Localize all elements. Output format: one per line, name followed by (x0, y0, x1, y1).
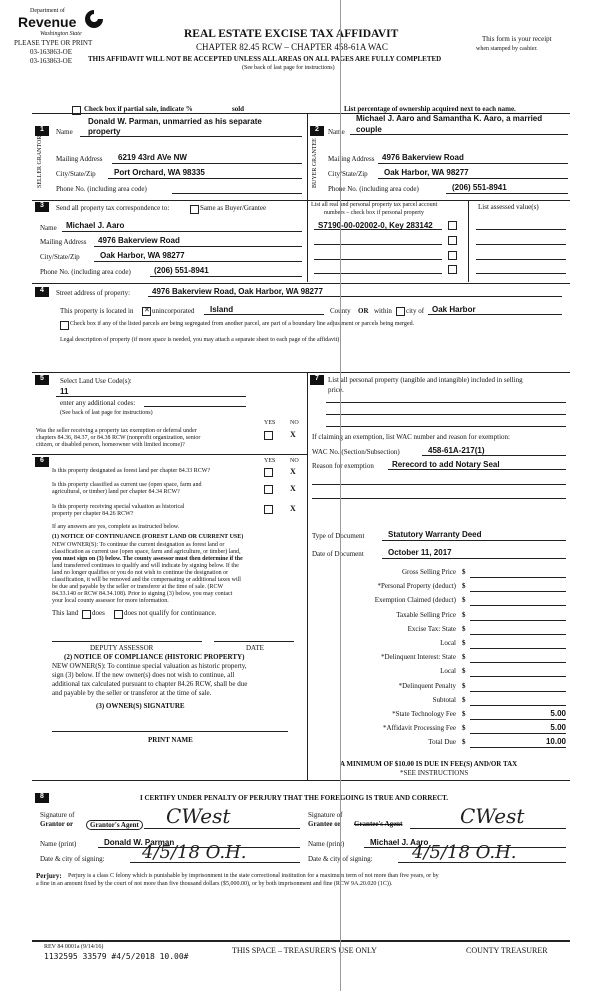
divider (32, 283, 570, 284)
divider (312, 484, 566, 485)
certify-statement: I CERTIFY UNDER PENALTY OF PERJURY THAT THE FOREGOING IS TRUE AND CORRECT. (140, 794, 449, 802)
land-use-code-field[interactable]: 11 (60, 387, 69, 396)
exemption-question-3: citizen, or disabled person, homeowner with limited income)? (36, 442, 185, 448)
county-treasurer-label: COUNTY TREASURER (466, 946, 548, 955)
corr-name-label: Name (40, 224, 57, 232)
tax-row-line (470, 591, 566, 592)
wac-field[interactable]: 458-61A-217(1) (428, 446, 485, 455)
dept-label: Department of (30, 8, 65, 14)
forest-land-question: Is this property designated as forest land per chapter 84.33 RCW? (52, 468, 211, 474)
assessor-date-label: DATE (246, 644, 264, 652)
divider (62, 231, 302, 232)
land-use-see-back: (See back of last page for instructions) (60, 410, 153, 416)
ownership-percent-label: List percentage of ownership acquired next to each name. (344, 105, 516, 113)
tax-row-label: *State Technology Fee (392, 710, 456, 718)
buyer-phone-field[interactable]: (206) 551-8941 (452, 183, 507, 192)
tax-row-label: *Delinquent Interest: State (380, 653, 456, 661)
section-1-badge: 1 (35, 126, 49, 136)
tax-row-currency: $ (462, 667, 466, 675)
grantor-sig-label-1: Signature of (40, 811, 75, 819)
unincorporated-label: unincorporated (152, 307, 195, 315)
reason-field[interactable]: Rerecord to add Notary Seal (392, 460, 500, 469)
section-7-badge: 7 (310, 375, 324, 385)
s6-yes-header: YES (264, 458, 276, 464)
seller-mailing-field[interactable]: 6219 43rd AVe NW (118, 153, 187, 162)
see-instructions-note: *SEE INSTRUCTIONS (400, 769, 469, 777)
tax-row-currency: $ (462, 611, 466, 619)
if-any-yes-note: If any answers are yes, complete as instructed below. (52, 524, 180, 530)
partial-sale-label: Check box if partial sale, indicate % (84, 105, 193, 113)
divider (326, 414, 566, 415)
seller-city-label: City/State/Zip (56, 170, 96, 178)
wac-label: WAC No. (Section/Subsection) (312, 448, 400, 456)
divider (468, 200, 469, 282)
divider (388, 469, 566, 470)
unincorporated-check-mark: ✕ (144, 306, 150, 314)
yes-header: YES (264, 420, 276, 426)
compliance-line: additional tax calculated pursuant to chapter 84.26 RCW, shall be due (52, 680, 248, 688)
divider (32, 454, 308, 455)
divider (94, 246, 302, 247)
notice-line: NEW OWNER(S): To continue the current designation as forest land or (52, 542, 225, 548)
tax-row-currency: $ (462, 568, 466, 576)
tax-row-label: Local (440, 667, 456, 675)
tax-row-currency: $ (462, 582, 466, 590)
legal-description-label: Legal description of property (if more space is needed, you may attach a separate sheet to each page of the affidavit) (60, 337, 340, 343)
notice-line: your local county assessor for more information. (52, 598, 169, 604)
compliance-line: and payable by the seller or transferor at the time of sale. (52, 689, 212, 697)
wa-logo-icon (84, 8, 104, 30)
same-as-buyer-checkbox[interactable] (190, 205, 199, 214)
street-field[interactable]: 4976 Bakerview Road, Oak Harbor, WA 98277 (152, 287, 323, 296)
divider (52, 731, 288, 732)
no-header: NO (290, 420, 299, 426)
parcels-header-2: numbers – check box if personal property (324, 210, 424, 216)
doc-type-label: Type of Document (312, 532, 365, 540)
corr-phone-field[interactable]: (206) 551-8941 (154, 266, 209, 275)
grantee-agent-struck: Grantee's Agent (354, 820, 403, 828)
section-2-badge: 2 (310, 126, 324, 136)
land-does-not-checkbox[interactable] (114, 610, 123, 619)
form-warning: THIS AFFIDAVIT WILL NOT BE ACCEPTED UNLESS ALL AREAS ON ALL PAGES ARE FULLY COMPLETED (88, 55, 442, 63)
divider (446, 193, 568, 194)
divider (410, 828, 566, 829)
dept-state: Washington State (40, 31, 82, 37)
divider (476, 259, 566, 260)
divider (108, 178, 302, 179)
notice-line: you must sign on (3) below. The county assessor must then determine if the (52, 556, 243, 562)
divider (382, 558, 566, 559)
tax-row-line (470, 719, 566, 720)
tax-row-label: Subtotal (432, 696, 456, 704)
perjury-line-1: Perjury is a class C felony which is punishable by imprisonment in the state correctional institution for a maximum term of not more than five years, or by (68, 873, 439, 879)
divider (32, 372, 570, 373)
historic-yes-checkbox[interactable] (264, 505, 273, 514)
tax-row-line (470, 676, 566, 677)
grantee-sig-label-1: Signature of (308, 811, 343, 819)
historic-question-1: Is this property receiving special valuation as historical (52, 504, 185, 510)
divider (422, 455, 566, 456)
divider (326, 426, 566, 427)
divider (52, 641, 202, 642)
buyer-mailing-label: Mailing Address (328, 155, 375, 163)
tax-row-currency: $ (462, 738, 466, 746)
parcel-row-1[interactable]: S7190-00-02002-0, Key 283142 (318, 221, 433, 230)
exemption-question-2: chapters 84.36, 84.37, or 84.38 RCW (nonprofit organization, senior (36, 435, 201, 441)
grantor-name-label: Name (print) (40, 840, 77, 848)
current-use-question-2: agricultural, or timber) land per chapter 84.34 RCW? (52, 489, 180, 495)
forest-yes-checkbox[interactable] (264, 468, 273, 477)
grantor-sig-label-2: Grantor or (40, 820, 74, 828)
correspondence-label: Send all property tax correspondence to: (56, 204, 170, 212)
personal-property-checkbox-4[interactable] (448, 265, 457, 274)
divider (476, 273, 566, 274)
section-8-badge: 8 (35, 793, 49, 803)
tax-row-currency: $ (462, 724, 466, 732)
form-code-2: 03-163863-OE (30, 57, 72, 65)
current-use-yes-checkbox[interactable] (264, 485, 273, 494)
divider (130, 862, 300, 863)
tax-row-line (470, 733, 566, 734)
grantee-name-label: Name (print) (308, 840, 345, 848)
tax-row-label: *Affidavit Processing Fee (383, 724, 456, 732)
divider (214, 641, 294, 642)
tax-row-value[interactable]: 5.00 (550, 709, 566, 718)
tax-row-line (470, 620, 566, 621)
buyer-city-field[interactable]: Oak Harbor, WA 98277 (384, 168, 469, 177)
divider (314, 273, 442, 274)
tax-row-currency: $ (462, 625, 466, 633)
tax-row-value[interactable]: 5.00 (550, 723, 566, 732)
same-as-buyer-label: Same as Buyer/Grantee (200, 204, 267, 212)
divider (314, 244, 442, 245)
form-code-1: 03-163863-OE (30, 48, 72, 56)
current-use-no-answer[interactable]: X (290, 484, 296, 493)
buyer-phone-label: Phone No. (including area code) (328, 185, 419, 193)
this-land-label: This land (52, 609, 79, 617)
corr-phone-label: Phone No. (including area code) (40, 268, 131, 276)
tax-row-label: Taxable Selling Price (396, 611, 456, 619)
grantee-name-field[interactable]: Michael J. Aaro (370, 838, 429, 847)
treasurer-space-label: THIS SPACE – TREASURER'S USE ONLY (232, 946, 377, 955)
divider (476, 229, 566, 230)
tax-row-label: Exemption Claimed (deduct) (374, 596, 456, 604)
compliance-line: sign (3) below. If the new owner(s) does not wish to continue, all (52, 671, 235, 679)
divider (32, 200, 570, 201)
rev-code: REV 84 0001a (9/14/16) (44, 944, 104, 950)
county-label: County (330, 307, 351, 315)
recording-stamp: 1132595 33579 #4/5/2018 10.00# (44, 952, 189, 961)
minimum-due-note: A MINIMUM OF $10.00 IS DUE IN FEE(S) AND/OR TAX (340, 760, 518, 768)
tax-row-line (470, 577, 566, 578)
or-label: OR (358, 307, 369, 315)
divider (148, 296, 562, 297)
section-5-badge: 5 (35, 375, 49, 385)
buyer-city-label: City/State/Zip (328, 170, 368, 178)
city-field[interactable]: Oak Harbor (432, 305, 476, 314)
exemption-yes-checkbox[interactable] (264, 431, 273, 440)
section-3-badge: 3 (35, 202, 49, 212)
tax-row-line (470, 691, 566, 692)
exemption-claim-label: If claiming an exemption, list WAC number and reason for exemption: (312, 433, 510, 441)
deputy-assessor-label: DEPUTY ASSESSOR (90, 644, 154, 652)
partial-sold-label: sold (232, 105, 245, 113)
doc-date-field[interactable]: October 11, 2017 (388, 548, 452, 557)
street-label: Street address of property: (56, 289, 131, 297)
divider (307, 200, 308, 282)
unincorporated-checkbox[interactable] (142, 307, 151, 316)
corr-city-label: City/State/Zip (40, 253, 80, 261)
divider (476, 244, 566, 245)
corr-city-field[interactable]: Oak Harbor, WA 98277 (100, 251, 185, 260)
divider (312, 498, 566, 499)
reason-label: Reason for exemption (312, 462, 374, 470)
divider (378, 163, 568, 164)
tax-row-label: Gross Selling Price (401, 568, 456, 576)
grantor-date-label: Date & city of signing: (40, 855, 105, 863)
corr-mailing-field[interactable]: 4976 Bakerview Road (98, 236, 180, 245)
notice-line: classification, it will be removed and the compensating or additional taxes will (52, 577, 241, 583)
notice-line: be due and payable by the seller or transferor at the time of sale. (RCW (52, 584, 224, 590)
seller-name-line1[interactable]: Donald W. Parman, unmarried as his separate (88, 117, 262, 126)
s6-no-header: NO (290, 458, 299, 464)
dept-revenue: Revenue (18, 14, 77, 30)
divider (112, 163, 302, 164)
tax-row-label: Local (440, 639, 456, 647)
doc-date-label: Date of Document (312, 550, 364, 558)
current-use-question-1: Is this property classified as current use (open space, farm and (52, 482, 202, 488)
print-note: PLEASE TYPE OR PRINT (14, 39, 93, 47)
notice-line: land transferred continues to qualify and will indicate by signing below. If the (52, 563, 239, 569)
tax-row-line (470, 634, 566, 635)
county-field[interactable]: Island (210, 305, 234, 314)
land-use-label: Select Land Use Code(s): (60, 377, 132, 385)
divider (80, 136, 302, 137)
assessed-value-header: List assessed value(s) (478, 203, 539, 211)
located-label: This property is located in (60, 307, 134, 315)
receipt-note-1: This form is your receipt (482, 35, 552, 43)
historic-no-answer[interactable]: X (290, 504, 296, 513)
divider (172, 193, 302, 194)
notice-line: 84.33.140 or RCW 84.34.108). Prior to signing (3) below, you may contact (52, 591, 233, 597)
personal-property-label-1: List all personal property (tangible and intangible) included in selling (328, 376, 523, 384)
tax-row-line (470, 662, 566, 663)
buyer-name-line2[interactable]: couple (356, 125, 382, 134)
seller-grantor-side-label: SELLER GRANTOR (37, 135, 43, 188)
divider (32, 940, 570, 942)
personal-property-checkbox-2[interactable] (448, 236, 457, 245)
tax-row-label: Excise Tax: State (407, 625, 456, 633)
grantor-agent-circled: Grantor's Agent (86, 820, 143, 830)
divider (378, 178, 568, 179)
tax-row-label: Total Due (428, 738, 456, 746)
grantor-name-field[interactable]: Donald W. Parman (104, 838, 175, 847)
tax-row-currency: $ (462, 682, 466, 690)
tax-row-label: *Personal Property (deduct) (377, 582, 456, 590)
seller-city-field[interactable]: Port Orchard, WA 98335 (114, 168, 205, 177)
corr-mailing-label: Mailing Address (40, 238, 87, 246)
additional-codes-label: enter any additional codes: (60, 399, 136, 407)
doc-type-field[interactable]: Statutory Warranty Deed (388, 530, 482, 539)
within-city-checkbox[interactable] (396, 307, 405, 316)
buyer-mailing-field[interactable]: 4976 Bakerview Road (382, 153, 464, 162)
grantee-signature[interactable]: CWest (460, 804, 525, 828)
form-subtitle: CHAPTER 82.45 RCW – CHAPTER 458-61A WAC (196, 42, 388, 52)
land-does-not-label: does not qualify for continuance. (124, 609, 217, 617)
notice-compliance-title: (2) NOTICE OF COMPLIANCE (HISTORIC PROPERTY) (64, 653, 245, 661)
personal-property-checkbox-1[interactable] (448, 221, 457, 230)
section-6-badge: 6 (35, 457, 49, 467)
divider (32, 780, 570, 781)
divider (398, 862, 566, 863)
seller-mailing-label: Mailing Address (56, 155, 103, 163)
tax-row-currency: $ (462, 596, 466, 604)
divider (307, 113, 308, 201)
tax-row-line (470, 705, 566, 706)
divider (144, 828, 300, 829)
divider (382, 540, 566, 541)
tax-row-currency: $ (462, 696, 466, 704)
buyer-name-label: Name (328, 128, 345, 136)
print-name-label: PRINT NAME (148, 736, 193, 744)
exemption-question-1: Was the seller receiving a property tax exemption or deferral under (36, 428, 197, 434)
city-of-label: city of (406, 307, 425, 315)
parcels-header-1: List all real and personal property tax parcel account (311, 202, 438, 208)
tax-row-line (470, 747, 566, 748)
divider (326, 402, 566, 403)
corr-name-field[interactable]: Michael J. Aaro (66, 221, 125, 230)
divider (204, 314, 324, 315)
segregated-checkbox[interactable] (60, 321, 69, 330)
tax-row-currency: $ (462, 710, 466, 718)
divider (314, 229, 442, 230)
land-does-label: does (92, 609, 105, 617)
scan-line (340, 0, 341, 991)
tax-row-label: *Delinquent Penalty (398, 682, 456, 690)
tax-row-currency: $ (462, 639, 466, 647)
seller-name-line2[interactable]: property (88, 127, 121, 136)
personal-property-checkbox-3[interactable] (448, 251, 457, 260)
grantee-date-city[interactable]: 4/5/18 O.H. (412, 842, 517, 863)
historic-question-2: property per chapter 84.26 RCW? (52, 511, 134, 517)
segregated-label: Check box if any of the listed parcels are being segregated from another parcel, are part of a boundary line adjustment or parcels being merged. (70, 321, 415, 327)
divider (144, 406, 246, 407)
forest-no-answer[interactable]: X (290, 467, 296, 476)
land-does-checkbox[interactable] (82, 610, 91, 619)
tax-row-line (470, 605, 566, 606)
grantee-sig-label-2: Grantee or (308, 820, 341, 828)
divider (150, 276, 302, 277)
exemption-no-answer[interactable]: X (290, 430, 296, 439)
grantor-signature[interactable]: CWest (166, 804, 231, 828)
seller-phone-label: Phone No. (including area code) (56, 185, 147, 193)
tax-row-value[interactable]: 10.00 (545, 737, 566, 746)
seller-name-label: Name (56, 128, 73, 136)
grantor-date-city[interactable]: 4/5/18 O.H. (142, 842, 247, 863)
perjury-label: Perjury: (36, 872, 62, 880)
tax-row-line (470, 648, 566, 649)
grantee-date-label: Date & city of signing: (308, 855, 373, 863)
form-title: REAL ESTATE EXCISE TAX AFFIDAVIT (184, 28, 399, 40)
see-back-note: (See back of last page for instructions) (242, 65, 335, 71)
divider (307, 372, 308, 780)
notice-line: land no longer qualifies or you do not wish to continue the designation or (52, 570, 229, 576)
owner-signature-label: (3) OWNER(S) SIGNATURE (96, 702, 185, 710)
compliance-line: NEW OWNER(S): To continue special valuation as historic property, (52, 662, 247, 670)
perjury-line-2: a fine in an amount fixed by the court of not more than five thousand dollars ($5,000.00), or by both imprisonment and fine (RCW 9A.20.020 (1C)). (36, 881, 393, 887)
buyer-grantee-side-label: BUYER GRANTEE (312, 138, 318, 188)
divider (428, 314, 562, 315)
divider (314, 259, 442, 260)
receipt-note-2: when stamped by cashier. (476, 46, 538, 52)
buyer-name-line1[interactable]: Michael J. Aaro and Samantha K. Aaro, a married (356, 114, 543, 123)
notice-line: classification as current use (open space, farm and agriculture, or timber) land, (52, 549, 241, 555)
section-4-badge: 4 (35, 287, 49, 297)
divider (94, 261, 302, 262)
notice-continuance-title: (1) NOTICE OF CONTINUANCE (FOREST LAND OR CURRENT USE) (52, 534, 244, 540)
divider (350, 134, 568, 135)
tax-row-currency: $ (462, 653, 466, 661)
divider (56, 396, 246, 397)
personal-property-label-2: price. (328, 386, 344, 394)
within-label: within (374, 307, 392, 315)
